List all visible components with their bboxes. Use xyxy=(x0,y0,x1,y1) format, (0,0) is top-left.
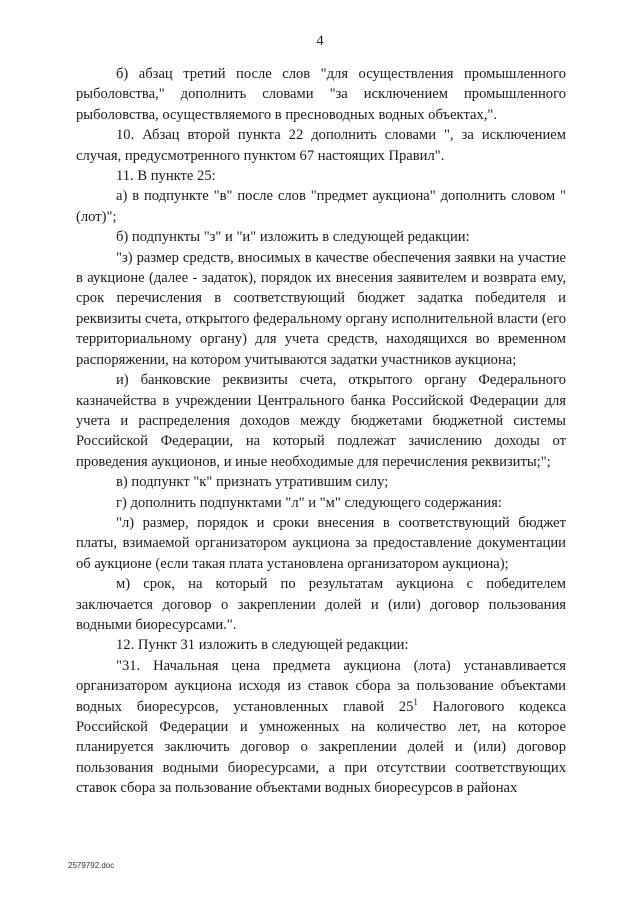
paragraph: а) в подпункте "в" после слов "предмет аукциона" дополнить словом "(лот)"; xyxy=(76,188,566,225)
paragraph: 10. Абзац второй пункта 22 дополнить словами ", за исключением случая, предусмотренного пунктом 67 настоящих Правил". xyxy=(76,127,566,164)
page-number: 4 xyxy=(316,33,324,49)
paragraph-31-text-start: "31. Начальная цена предмета аукциона (лота) устанавливается организатором аукциона исходя из ставок сбора за пользование объектами водных биоресурсов, установленных главой 25 xyxy=(76,657,566,715)
paragraph: м) срок, на который по результатам аукциона с победителем заключается договор о закреплении долей и (или) договор пользования водными биоресурсами.". xyxy=(76,576,566,633)
paragraph: "з) размер средств, вносимых в качестве обеспечения заявки на участие в аукционе (далее - задаток), порядок их внесения заявителем и возврата ему, срок перечисления в соответствующий бюджет задатка победителя и реквизиты счета, открытого федеральному органу исполнительной власти (его территориальному органу) для учета средств, находящихся во временном распоряжении, на котором учитываются задатки участников аукциона; xyxy=(76,249,566,368)
paragraph: и) банковские реквизиты счета, открытого органу Федерального казначейства в учреждении Центрального банка Российской Федерации для учета и распределения доходов между бюджетами бюджетной системы Российской Федерации, на который подлежат зачислению доходы от проведения аукционов, и иные необходимые для перечисления реквизиты;"; xyxy=(76,372,566,470)
paragraph: 11. В пункте 25: xyxy=(116,168,216,185)
paragraph: 12. Пункт 31 изложить в следующей редакции: xyxy=(116,637,409,654)
paragraph-31-text-end: Налогового кодекса Российской Федерации и умноженных на количество лет, на которое планируется заключить договор о закреплении долей и (или) договор пользования водными биоресурсами, а при отсутствии соответствующих ставок сбора за пользование объектами водных биоресурсов в районах xyxy=(76,698,566,797)
paragraph: б) подпункты "з" и "и" изложить в следующей редакции: xyxy=(116,229,470,246)
paragraph: "л) размер, порядок и сроки внесения в соответствующий бюджет платы, взимаемой организатором аукциона за предоставление документации об аукционе (если такая плата установлена организатором аукциона); xyxy=(76,514,566,572)
document-body xyxy=(76,64,566,799)
footer-doc-name: 2579792.doc xyxy=(68,861,115,870)
paragraph-31 xyxy=(76,656,566,799)
paragraph: г) дополнить подпунктами "л" и "м" следующего содержания: xyxy=(116,494,502,511)
paragraph: б) абзац третий после слов "для осуществления промышленного рыболовства," дополнить словами "за исключением промышленного рыболовства, осуществляемого в пресноводных водных объектах,". xyxy=(76,66,566,123)
superscript: 1 xyxy=(413,696,418,707)
paragraph: в) подпункт "к" признать утратившим силу; xyxy=(116,474,389,491)
